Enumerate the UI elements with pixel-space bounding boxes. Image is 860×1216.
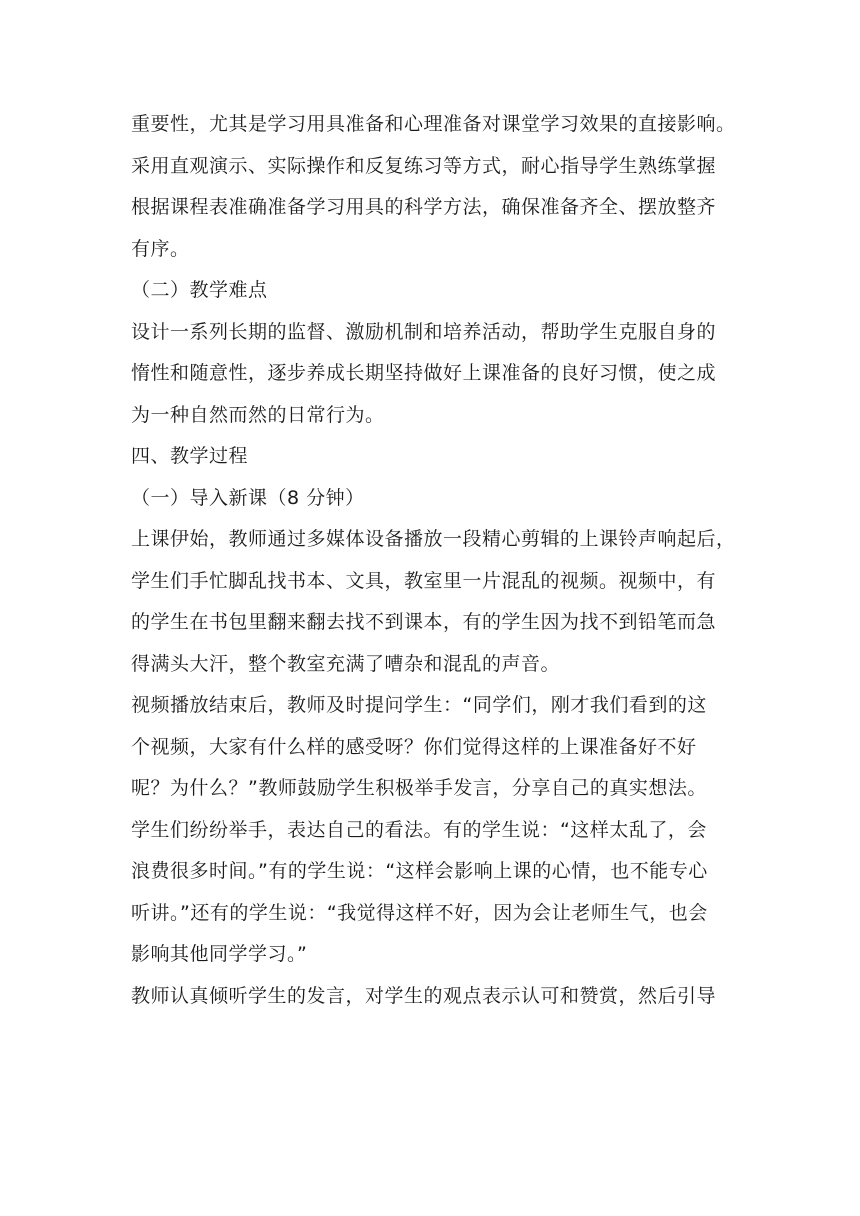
document-body: [131, 104, 747, 1017]
text-line: 上课伊始，教师通过多媒体设备播放一段精心剪辑的上课铃声响起后，: [131, 528, 736, 550]
text-line: 听讲。”还有的学生说：“我觉得这样不好，因为会让老师生气，也会: [131, 901, 708, 924]
text-line: 采用直观演示、实际操作和反复练习等方式，耐心指导学生熟练掌握: [131, 154, 717, 177]
section-heading: （一）导入新课（8 分钟）: [131, 486, 365, 509]
text-line: 视频播放结束后，教师及时提问学生：“同学们，刚才我们看到的这: [131, 694, 707, 716]
text-line: 有序。: [131, 237, 190, 260]
text-line: 为一种自然而然的日常行为。: [131, 403, 385, 426]
text-line: 呢？为什么？”教师鼓励学生积极举手发言，分享自己的真实想法。: [131, 777, 707, 799]
text-line: 根据课程表准确准备学习用具的科学方法，确保准备齐全、摆放整齐: [131, 196, 717, 218]
text-line: 得满头大汗，整个教室充满了嘈杂和混乱的声音。: [131, 652, 561, 675]
text-line: 个视频，大家有什么样的感受呀？你们觉得这样的上课准备好不好: [131, 735, 697, 758]
text-line: 浪费很多时间。”有的学生说：“这样会影响上课的心情，也不能专心: [131, 860, 708, 882]
section-heading: （二）教学难点: [131, 279, 268, 301]
text-line: 影响其他同学学习。”: [131, 943, 308, 965]
text-line: 教师认真倾听学生的发言，对学生的观点表示认可和赞赏，然后引导: [131, 984, 717, 1007]
text-line: 的学生在书包里翻来翻去找不到课本，有的学生因为找不到铅笔而急: [131, 611, 717, 633]
text-line: 惰性和随意性，逐步养成长期坚持做好上课准备的良好习惯，使之成: [131, 362, 717, 384]
section-heading: 四、教学过程: [131, 445, 249, 467]
text-line: 设计一系列长期的监督、激励机制和培养活动，帮助学生克服自身的: [131, 320, 717, 343]
text-line: 学生们纷纷举手，表达自己的看法。有的学生说：“这样太乱了，会: [131, 818, 707, 841]
text-line: 重要性，尤其是学习用具准备和心理准备对课堂学习效果的直接影响。: [131, 113, 736, 135]
text-line: 学生们手忙脚乱找书本、文具，教室里一片混乱的视频。视频中，有: [131, 569, 717, 592]
